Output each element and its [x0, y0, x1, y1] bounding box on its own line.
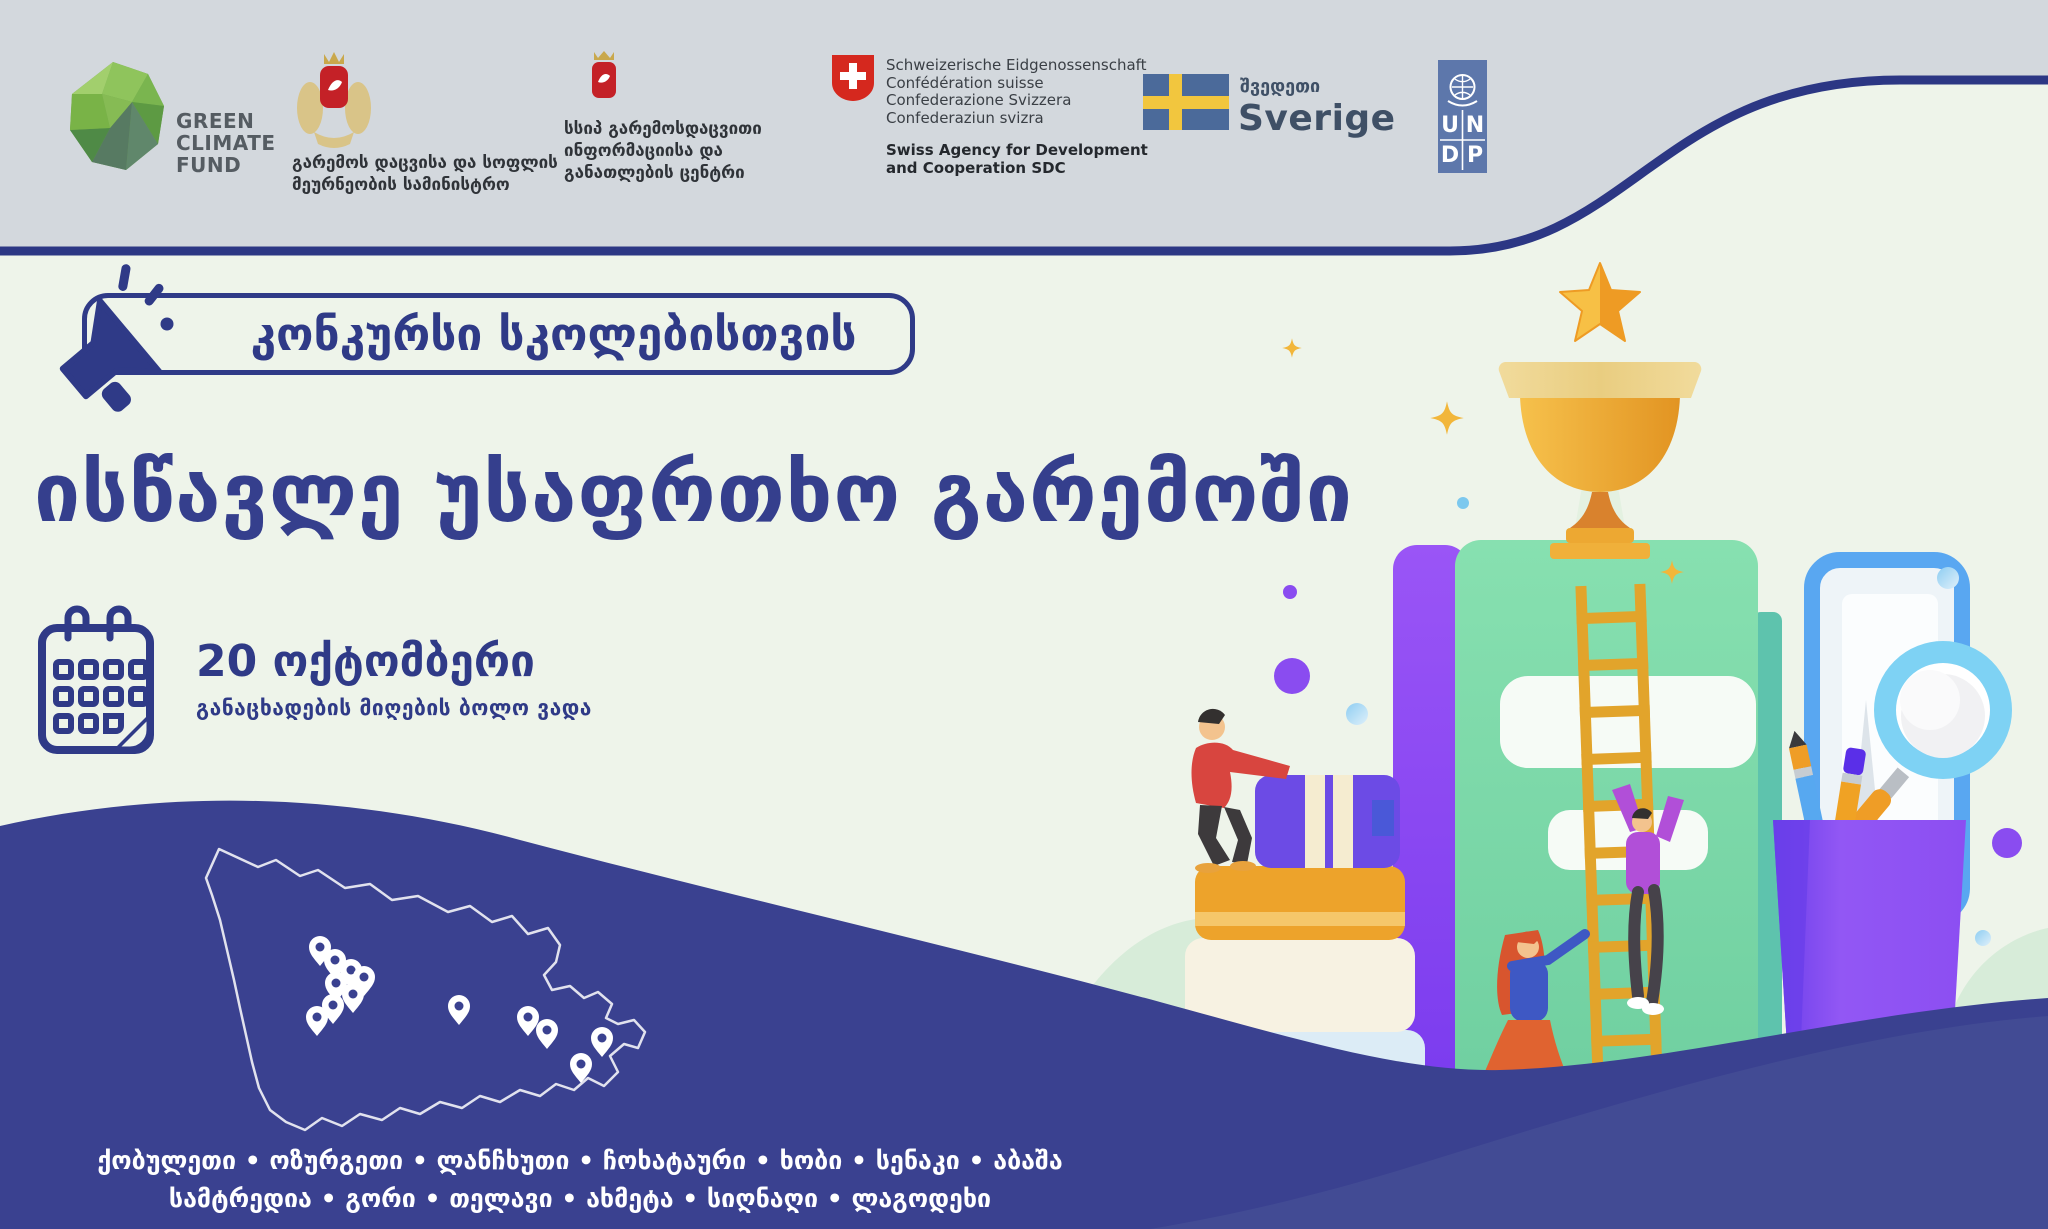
megaphone-icon: [36, 258, 196, 408]
cities-line-2: სამტრედია • გორი • თელავი • ახმეტა • სიღნაღი • ლაგოდეხი: [168, 1184, 992, 1213]
swiss-agency-line: and Cooperation SDC: [886, 159, 1066, 177]
swiss-line: Confédération suisse: [886, 73, 1044, 92]
svg-text:U: U: [1441, 113, 1459, 138]
calendar-icon: [36, 600, 166, 760]
svg-text:P: P: [1466, 143, 1484, 168]
swiss-line: Confederazione Svizzera: [886, 91, 1072, 109]
gcf-logo-icon: [58, 58, 178, 178]
competition-badge-label: კონკურსი სკოლებისთვის: [250, 307, 857, 361]
swiss-flag-icon: [832, 55, 874, 101]
un-emblem-icon: [1438, 60, 1487, 173]
eiec-line: ინფორმაციისა და: [564, 141, 723, 161]
eiec-logo-text: [564, 118, 762, 184]
gcf-line: FUND: [176, 153, 242, 177]
deadline-note: განაცხადების მიღების ბოლო ვადა: [196, 696, 592, 720]
svg-text:N: N: [1465, 113, 1485, 138]
swiss-agency-line: Swiss Agency for Development: [886, 141, 1148, 159]
eiec-coat-of-arms-icon: [584, 50, 624, 108]
svg-text:D: D: [1440, 143, 1460, 168]
ministry-coat-of-arms-icon: [292, 46, 376, 150]
deadline-date: 20 ოქტომბერი: [196, 636, 535, 687]
swiss-line: Schweizerische Eidgenossenschaft: [886, 56, 1147, 74]
swiss-logo-text: [886, 57, 1148, 177]
gcf-line: CLIMATE: [176, 131, 276, 155]
eiec-line: განათლების ცენტრი: [564, 163, 745, 183]
sweden-label-ka: შვედეთი: [1240, 76, 1321, 97]
gcf-logo-text: [176, 110, 276, 176]
undp-logo: [1438, 60, 1487, 173]
competition-badge: [82, 293, 915, 375]
page-title: ისწავლე უსაფრთხო გარემოში: [34, 446, 1353, 541]
ministry-logo-text: [292, 152, 558, 196]
sweden-flag-icon: [1143, 74, 1229, 130]
ministry-line: მეურნეობის სამინისტრო: [292, 175, 510, 195]
eiec-line: სსიპ გარემოსდაცვითი: [564, 119, 762, 139]
swiss-line: Confederaziun svizra: [886, 108, 1044, 127]
ministry-line: გარემოს დაცვისა და სოფლის: [292, 153, 558, 173]
sweden-label: Sverige: [1238, 98, 1396, 139]
cities-line-1: ქობულეთი • ოზურგეთი • ლანჩხუთი • ჩოხატაური • ხობი • სენაკი • აბაშა: [97, 1146, 1063, 1175]
gcf-line: GREEN: [176, 109, 255, 133]
